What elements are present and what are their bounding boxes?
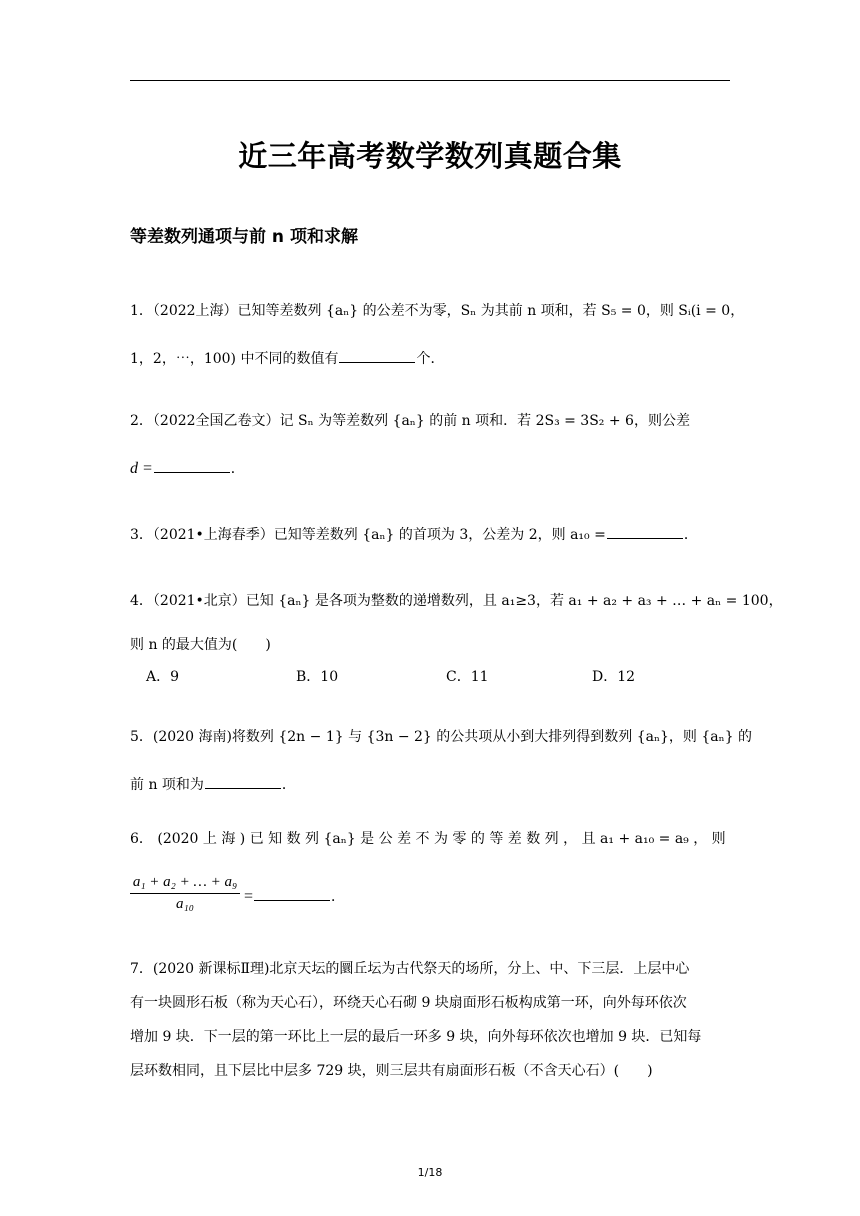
choice-c: C．11: [446, 669, 489, 685]
question-5-line-2: [130, 774, 296, 794]
fraction-denominator: a₁₀: [176, 896, 194, 912]
page-title: 近三年高考数学数列真题合集: [238, 139, 622, 173]
question-7-line-2: 有一块圆形石板（称为天心石），环绕天心石砌 9 块扇面形石板构成第一环，向外每环依次: [130, 995, 687, 1011]
choice-a: A．9: [146, 669, 180, 685]
choice-b: B．10: [296, 669, 339, 685]
choice-d: D．12: [592, 669, 636, 685]
question-1-text: 1，2，⋯，100) 中不同的数值有: [130, 351, 339, 367]
question-7-line-3: 增加 9 块．下一层的第一环比上一层的最后一环多 9 块，向外每环依次也增加 9 块．已知每: [130, 1029, 702, 1045]
question-2-line-2: [130, 458, 245, 478]
question-5-line-1: 5．(2020 海南)将数列 {2n − 1} 与 {3n − 2} 的公共项从小到大排列得到数列 {aₙ}，则 {aₙ} 的: [130, 729, 753, 745]
question-7-line-1: 7．(2020 新课标Ⅱ理)北京天坛的圜丘坛为古代祭天的场所，分上、中、下三层．上层中心: [130, 961, 690, 977]
question-5-text: 前 n 项和为: [130, 777, 204, 793]
answer-blank: [339, 350, 415, 363]
question-5-end: ．: [281, 777, 296, 793]
section-heading: 等差数列通项与前 n 项和求解: [130, 227, 358, 247]
question-2-text: d =: [130, 460, 153, 477]
question-4-line-2: 则 n 的最大值为( ): [130, 637, 271, 653]
question-3-end: ．: [683, 527, 698, 543]
question-4-line-1: 4．（2021•北京）已知 {aₙ} 是各项为整数的递增数列，且 a₁≥3，若 a₁ + a₂ + a₃ + … + aₙ = 100，: [130, 593, 783, 609]
answer-blank: [254, 888, 330, 901]
fraction-numerator: a₁ + a₂ + … + a₉: [132, 874, 238, 890]
question-6-end: ．: [331, 889, 346, 905]
question-6-line-1: 6． (2020 上 海 ) 已 知 数 列 {aₙ} 是 公 差 不 为 零 的 等 差 数 列 ， 且 a₁ + a₁₀ = a₉ ， 则: [130, 831, 726, 847]
answer-blank: [607, 526, 683, 539]
question-1-end: 个．: [416, 351, 445, 367]
fraction-bar: [130, 893, 240, 894]
question-2-end: ．: [230, 461, 245, 477]
page-number: 1/18: [417, 1166, 443, 1179]
fraction: [130, 874, 240, 913]
question-1-line-1: 1．（2022上海）已知等差数列 {aₙ} 的公差不为零，Sₙ 为其前 n 项和，若 S₅ = 0，则 Sᵢ(i = 0，: [130, 303, 745, 319]
question-1-line-2: [130, 348, 444, 368]
header-rule: [130, 80, 730, 81]
question-2-line-1: 2．（2022全国乙卷文）记 Sₙ 为等差数列 {aₙ} 的前 n 项和．若 2S₃ = 3S₂ + 6，则公差: [130, 413, 690, 429]
equals-sign: =: [244, 888, 254, 905]
question-3-text: 3．（2021•上海春季）已知等差数列 {aₙ} 的首项为 3，公差为 2，则 a₁₀ =: [130, 527, 606, 543]
answer-blank: [154, 460, 230, 473]
question-7-line-4: 层环数相同，且下层比中层多 729 块，则三层共有扇面形石板（不含天心石）( ): [130, 1063, 653, 1079]
answer-blank: [205, 776, 281, 789]
question-6-answer: [244, 886, 345, 906]
question-3-line-1: [130, 524, 698, 544]
